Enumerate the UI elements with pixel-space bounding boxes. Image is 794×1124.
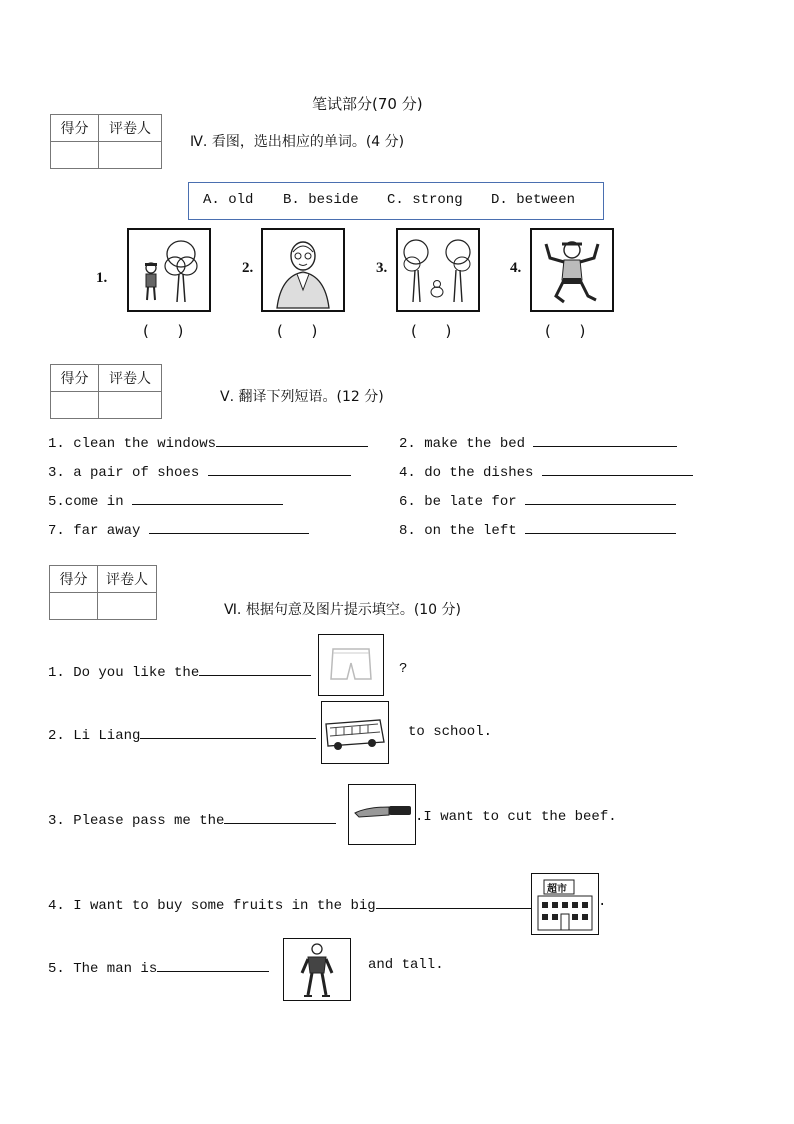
item-number: 4. — [510, 260, 522, 276]
sentence-end: .I want to cut the beef. — [415, 809, 617, 825]
dog-between-trees-icon — [396, 228, 480, 312]
section5-heading: Ⅴ. 翻译下列短语。(12 分) — [220, 389, 384, 405]
answer-line[interactable] — [157, 957, 269, 972]
phrase-text: 3. a pair of shoes — [48, 465, 200, 481]
phrase-item — [399, 461, 693, 481]
option-b: B. beside — [283, 192, 359, 208]
phrase-text: 5.come in — [48, 494, 124, 510]
sentence-2 — [48, 724, 316, 744]
sentence-end: ? — [399, 661, 408, 677]
score-cell[interactable] — [51, 142, 99, 169]
score-cell[interactable] — [51, 392, 99, 419]
sentence-5 — [48, 957, 269, 977]
phrase-item — [48, 519, 309, 539]
knife-icon — [348, 784, 416, 845]
supermarket-sign: 超市 — [547, 884, 567, 895]
answer-line[interactable] — [525, 519, 676, 534]
boy-beside-tree-icon — [127, 228, 211, 312]
sentence-4 — [48, 894, 544, 914]
item-number: 1. — [96, 270, 108, 286]
answer-line[interactable] — [140, 724, 316, 739]
strong-man-icon — [283, 938, 351, 1001]
score-label: 得分 — [51, 365, 99, 392]
grader-cell[interactable] — [98, 593, 157, 620]
phrase-item — [48, 461, 351, 481]
phrase-text: 7. far away — [48, 523, 141, 539]
answer-blank[interactable]: ( ) — [277, 322, 318, 340]
answer-line[interactable] — [533, 432, 677, 447]
phrase-item — [399, 519, 676, 539]
item-number: 3. — [376, 260, 388, 276]
answer-line[interactable] — [216, 432, 368, 447]
answer-line[interactable] — [149, 519, 309, 534]
phrase-item — [399, 490, 676, 510]
option-d: D. between — [491, 192, 576, 208]
score-table — [50, 114, 162, 169]
option-c: C. strong — [387, 192, 463, 208]
sentence-end: to school. — [408, 724, 493, 740]
sentence-1 — [48, 661, 311, 681]
strong-man-icon — [530, 228, 614, 312]
grader-cell[interactable] — [99, 142, 162, 169]
answer-line[interactable] — [542, 461, 693, 476]
sentence-end: . — [598, 894, 607, 910]
supermarket-icon — [531, 873, 599, 935]
phrase-item — [48, 432, 368, 452]
answer-line[interactable] — [132, 490, 283, 505]
answer-line[interactable] — [199, 661, 311, 676]
phrase-text: 1. clean the windows — [48, 436, 217, 452]
bus-icon — [321, 701, 389, 764]
word-options-box — [188, 182, 604, 220]
score-label: 得分 — [50, 566, 98, 593]
sentence-text: 1. Do you like the — [48, 665, 200, 681]
phrase-text: 4. do the dishes — [399, 465, 534, 481]
phrase-text: 2. make the bed — [399, 436, 526, 452]
phrase-text: 8. on the left — [399, 523, 517, 539]
answer-blank[interactable]: ( ) — [411, 322, 452, 340]
shorts-icon — [318, 634, 384, 696]
sentence-3 — [48, 809, 336, 829]
grader-label: 评卷人 — [99, 115, 162, 142]
grader-label: 评卷人 — [98, 566, 157, 593]
answer-blank[interactable]: ( ) — [143, 322, 184, 340]
score-label: 得分 — [51, 115, 99, 142]
section6-heading: Ⅵ. 根据句意及图片提示填空。(10 分) — [224, 602, 462, 618]
grader-label: 评卷人 — [99, 365, 162, 392]
item-number: 2. — [242, 260, 254, 276]
answer-line[interactable] — [525, 490, 676, 505]
answer-blank[interactable]: ( ) — [545, 322, 586, 340]
score-table — [49, 565, 157, 620]
grader-cell[interactable] — [99, 392, 162, 419]
answer-line[interactable] — [224, 809, 336, 824]
phrase-item — [399, 432, 677, 452]
sentence-text: 5. The man is — [48, 961, 158, 977]
answer-line[interactable] — [208, 461, 351, 476]
score-table — [50, 364, 162, 419]
section4-heading: Ⅳ. 看图，选出相应的单词。(4 分) — [190, 134, 405, 150]
sentence-text: 2. Li Liang — [48, 728, 141, 744]
phrase-item — [48, 490, 283, 510]
sentence-text: 4. I want to buy some fruits in the big — [48, 898, 376, 914]
sentence-text: 3. Please pass me the — [48, 813, 225, 829]
answer-line[interactable] — [376, 894, 544, 909]
option-a: A. old — [203, 192, 254, 208]
score-cell[interactable] — [50, 593, 98, 620]
page-title: 笔试部分(70 分) — [312, 95, 423, 113]
sentence-end: and tall. — [368, 957, 444, 973]
phrase-text: 6. be late for — [399, 494, 517, 510]
old-man-icon — [261, 228, 345, 312]
